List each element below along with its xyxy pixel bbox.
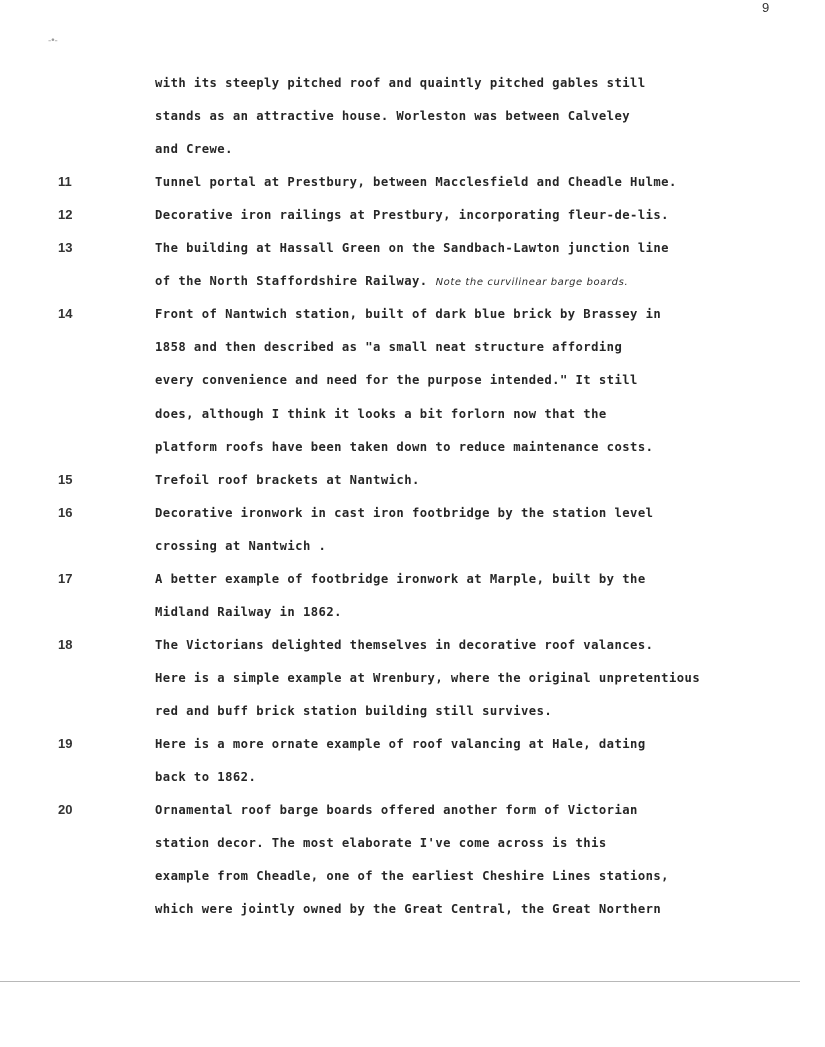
line-text: Front of Nantwich station, built of dark blue brick by Brassey in <box>155 307 662 321</box>
text-line <box>155 472 420 488</box>
item-number: 11 <box>58 174 72 189</box>
text-line <box>155 240 669 256</box>
text-line <box>155 868 669 884</box>
line-text: Decorative iron railings at Prestbury, incorporating fleur-de-lis. <box>155 208 669 222</box>
line-text: stands as an attractive house. Worleston was between Calveley <box>155 109 631 123</box>
line-text: and Crewe. <box>155 142 233 156</box>
item-number: 19 <box>58 736 73 751</box>
text-line <box>155 703 552 719</box>
text-line <box>155 207 669 223</box>
item-number: 14 <box>58 306 73 321</box>
text-line <box>155 306 661 322</box>
margin-mark: -•- <box>48 36 57 46</box>
text-line <box>155 802 638 818</box>
text-line <box>155 505 653 521</box>
line-text: 1858 and then described as "a small neat structure affording <box>155 340 623 354</box>
line-text: Ornamental roof barge boards offered another form of Victorian <box>155 803 638 817</box>
text-line <box>155 736 646 752</box>
handwritten-note: Note the curvilinear barge boards. <box>435 277 629 288</box>
line-text: which were jointly owned by the Great Central, the Great Northern <box>155 902 662 916</box>
line-text: does, although I think it looks a bit forlorn now that the <box>155 407 607 421</box>
text-line <box>155 75 646 91</box>
line-text: example from Cheadle, one of the earliest Cheshire Lines stations, <box>155 869 669 883</box>
line-text: station decor. The most elaborate I've come across is this <box>155 836 607 850</box>
text-line <box>155 637 653 653</box>
item-number: 12 <box>58 207 73 222</box>
item-number: 15 <box>58 472 73 487</box>
item-number: 20 <box>58 802 73 817</box>
line-text: every convenience and need for the purpose intended." It still <box>155 373 638 387</box>
line-text: Here is a simple example at Wrenbury, where the original unpretentious <box>155 671 701 685</box>
item-number: 17 <box>58 571 73 586</box>
line-text: of the North Staffordshire Railway. <box>155 274 428 288</box>
line-text: A better example of footbridge ironwork at Marple, built by the <box>155 572 646 586</box>
line-text: The building at Hassall Green on the Sandbach-Lawton junction line <box>155 241 669 255</box>
text-line <box>155 174 677 190</box>
text-line <box>155 141 233 157</box>
text-line <box>155 604 342 620</box>
line-text: back to 1862. <box>155 770 257 784</box>
line-text: with its steeply pitched roof and quaintly pitched gables still <box>155 76 646 90</box>
line-text: Midland Railway in 1862. <box>155 605 342 619</box>
text-line <box>155 339 622 355</box>
text-line <box>155 769 256 785</box>
item-number: 16 <box>58 505 73 520</box>
text-line <box>155 538 326 554</box>
item-number: 18 <box>58 637 73 652</box>
line-text: Tunnel portal at Prestbury, between Macclesfield and Cheadle Hulme. <box>155 175 677 189</box>
text-line <box>155 901 661 917</box>
line-text: The Victorians delighted themselves in decorative roof valances. <box>155 638 654 652</box>
line-text: Decorative ironwork in cast iron footbridge by the station level <box>155 506 654 520</box>
line-text: Trefoil roof brackets at Nantwich. <box>155 473 420 487</box>
text-line <box>155 372 638 388</box>
page-bottom-edge <box>0 981 800 982</box>
item-number: 13 <box>58 240 73 255</box>
text-line <box>155 273 628 291</box>
text-line <box>155 439 653 455</box>
text-line <box>155 835 607 851</box>
line-text: crossing at Nantwich . <box>155 539 327 553</box>
text-line <box>155 670 700 686</box>
page-number: 9 <box>762 0 770 15</box>
text-line <box>155 406 607 422</box>
line-text: red and buff brick station building still survives. <box>155 704 553 718</box>
line-text: Here is a more ornate example of roof valancing at Hale, dating <box>155 737 646 751</box>
line-text: platform roofs have been taken down to reduce maintenance costs. <box>155 440 654 454</box>
text-line <box>155 108 630 124</box>
text-line <box>155 571 646 587</box>
